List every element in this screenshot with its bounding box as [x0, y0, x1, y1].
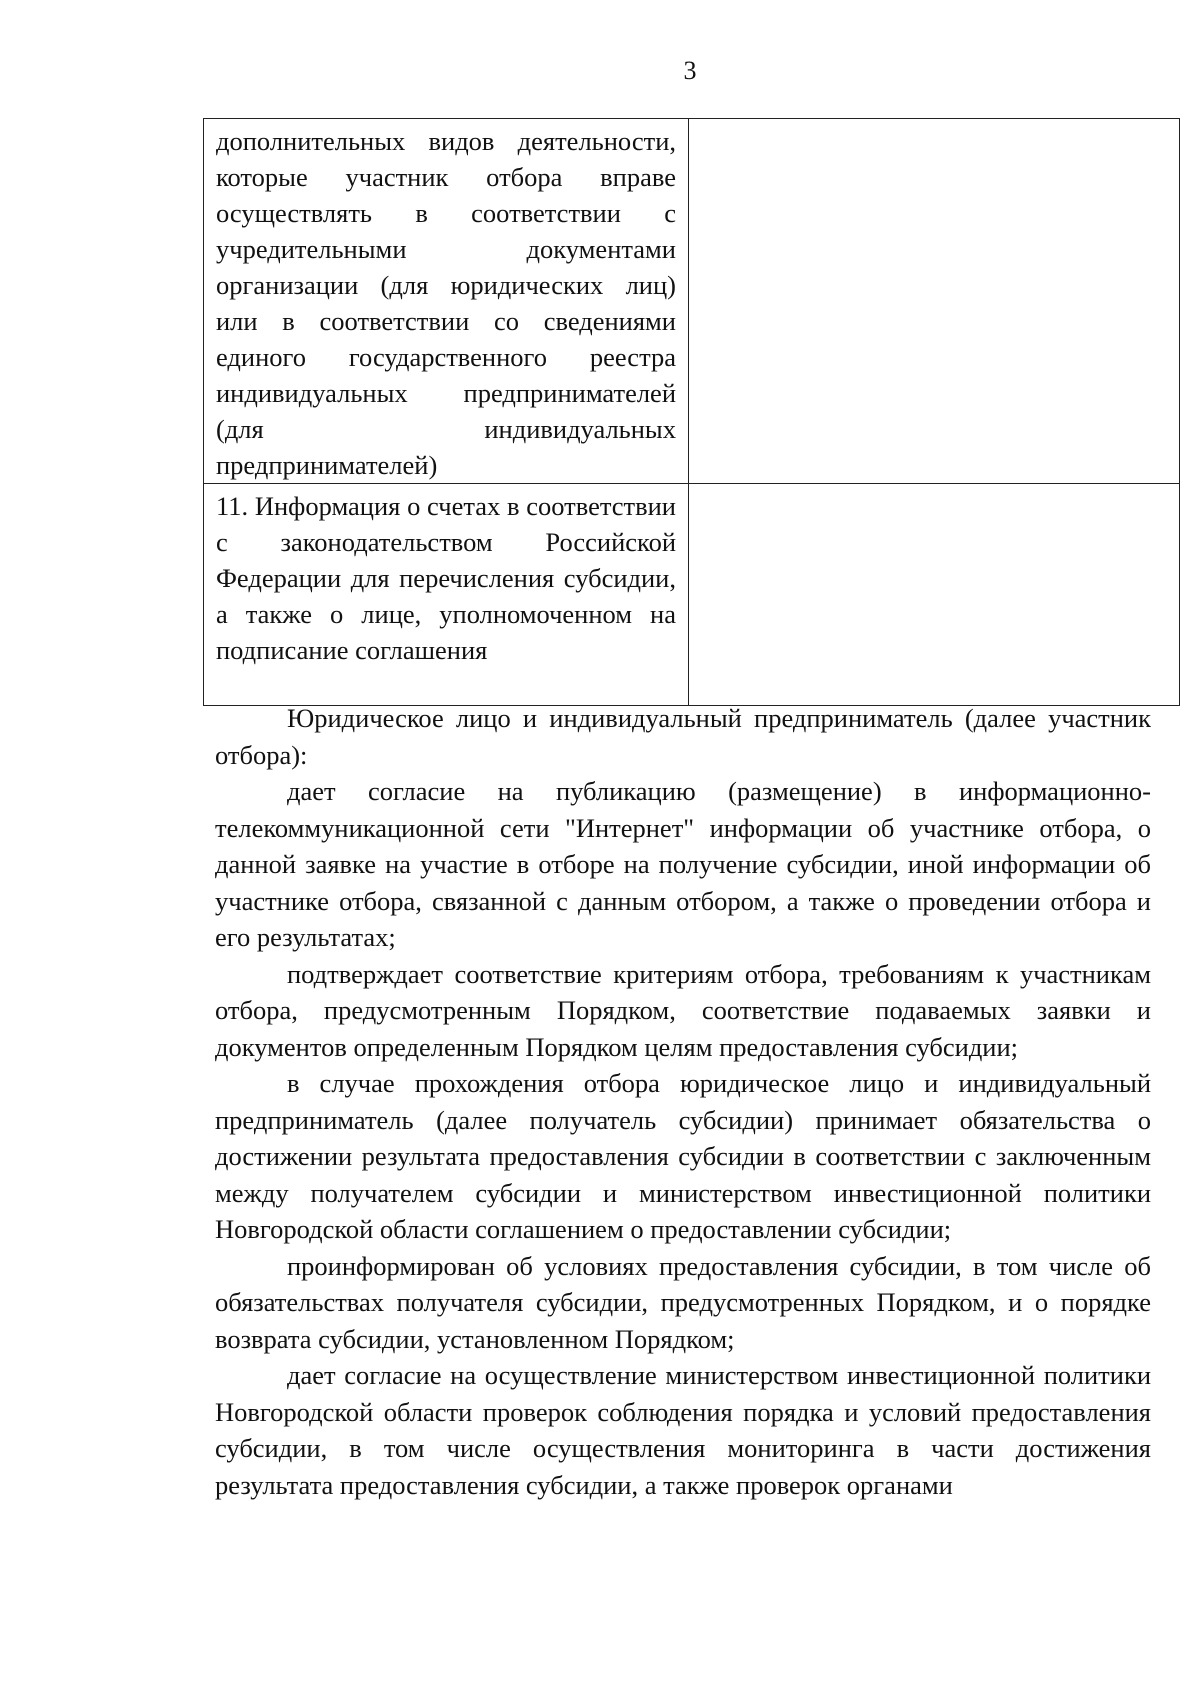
table-row [204, 484, 1180, 706]
paragraph-intro: Юридическое лицо и индивидуальный предприниматель (далее участник отбора): [215, 703, 1151, 770]
paragraph-informed: проинформирован об условиях предоставления субсидии, в том числе об обязательствах получателя субсидии, предусмотренных Порядком, и о порядке возврата субсидии, установленном Порядком; [215, 1250, 1151, 1354]
paragraph-confirms-compliance: подтверждает соответствие критериям отбора, требованиям к участникам отбора, предусмотренным Порядком, соответствие подаваемых заявки и документов определенным Порядком целям предоставления субсидии; [215, 958, 1151, 1062]
table-cell-value[interactable] [689, 119, 1180, 484]
table-cell-description: дополнительных видов деятельности, которые участник отбора вправе осуществлять в соответствии с учредительными документами организации (для юридических лиц) или в соответствии со сведениями единого государственного реестра индивидуальных предпринимателей (для индивидуальных предпринимателей) [204, 119, 689, 484]
page-number: 3 [683, 56, 697, 85]
table-cell-description: 11. Информация о счетах в соответствии с законодательством Российской Федерации для перечисления субсидии, а также о лице, уполномоченном на подписание соглашения [204, 484, 689, 706]
paragraph-consent-publication: дает согласие на публикацию (размещение) в информационно-телекоммуникационной сети "Интернет" информации об участнике отбора, о данной заявке на участие в отборе на получение субсидии, иной информации об участнике отбора, связанной с данным отбором, а также о проведении отбора и его результатах; [215, 776, 1151, 952]
document-body [215, 700, 1151, 1503]
table-row [204, 119, 1180, 484]
paragraph-consent-inspections: дает согласие на осуществление министерством инвестиционной политики Новгородской области проверок соблюдения порядка и условий предоставления субсидии, в том числе осуществления мониторинга в части достижения результата предоставления субсидии, а также проверок органами [215, 1360, 1151, 1500]
table-cell-value[interactable] [689, 484, 1180, 706]
paragraph-obligations: в случае прохождения отбора юридическое лицо и индивидуальный предприниматель (далее получатель субсидии) принимает обязательства о достижении результата предоставления субсидии в соответствии с заключенным между получателем субсидии и министерством инвестиционной политики Новгородской области соглашением о предоставлении субсидии; [215, 1068, 1151, 1244]
application-table [203, 118, 1180, 706]
